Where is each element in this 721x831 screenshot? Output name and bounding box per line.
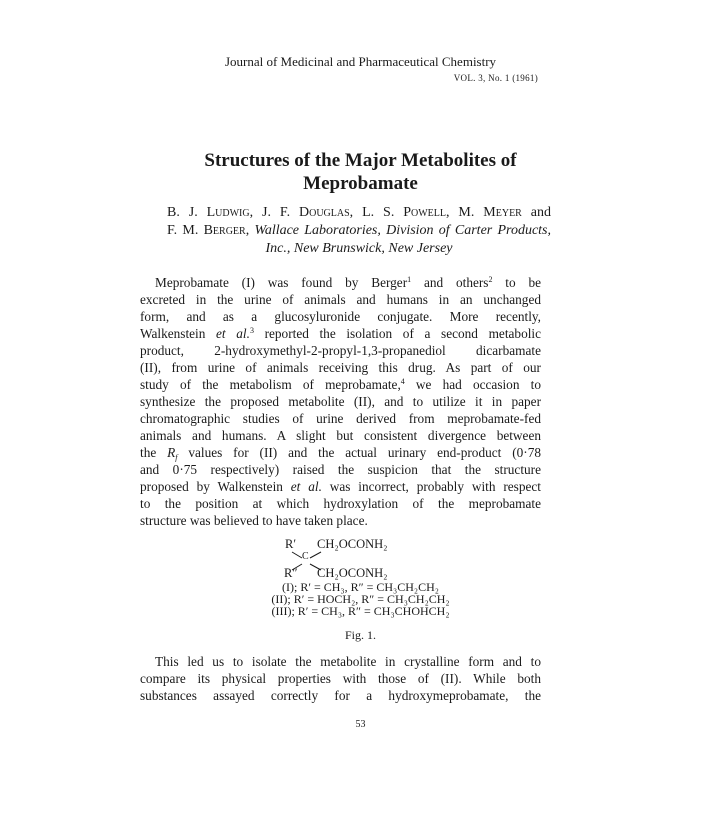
paragraph-line: to the position at which hydroxylation of the meprobamate [140, 496, 541, 511]
paragraph-line: substances assayed correctly for a hydroxymeprobamate, the [140, 688, 541, 703]
authors-line-3: Inc., New Brunswick, New Jersey [265, 241, 453, 256]
meprobamate-structure [276, 537, 456, 582]
paragraph-line: Walkenstein et al.$^3$ reported the isolation of a second metabolic [140, 326, 542, 341]
volume-info: VOL. 3, No. 1 (1961) [453, 73, 538, 83]
formula-compound-ii: (II); R′ = HOCH₂, R″ = CH₃CH₂CH₂ [271, 592, 450, 606]
formula-compound-i: (I); R′ = CH₃, R″ = CH₃CH₂CH₂ [282, 580, 439, 594]
page-number: 53 [355, 719, 366, 730]
paragraph-line: study of the metabolism of meprobamate,$^4$ we had occasion to [140, 377, 541, 392]
paragraph-line: synthesize the proposed metabolite (II), and to utilize it in paper [140, 394, 541, 409]
figure-caption: Fig. 1. [344, 628, 376, 642]
paragraph-line: and 0·75 respectively) raised the suspicion that the structure [140, 462, 541, 477]
substituent-r-double-prime: R″ [284, 566, 298, 580]
formula-compound-iii: (III); R′ = CH₃, R″ = CH₃CHOHCH₂ [271, 604, 450, 618]
paragraph-line: excreted in the urine of animals and humans in an unchanged [140, 292, 541, 307]
authors-line-2: F. M. Berger, Wallace Laboratories, Division of Carter Products, [167, 223, 551, 238]
journal-name: Journal of Medicinal and Pharmaceutical Chemistry [224, 54, 497, 69]
paragraph-line: Meprobamate (I) was found by Berger$^1$ and others$^2$ to be [155, 275, 541, 290]
paragraph-line: This led us to isolate the metabolite in crystalline form and to [155, 654, 541, 669]
compound-definitions [0, 581, 721, 617]
paragraph-line: form, and as a glucosyluronide conjugate. More recently, [140, 309, 541, 324]
title-line-1: Structures of the Major Metabolites of [204, 150, 517, 171]
paragraph-1 [140, 274, 541, 529]
paragraph-line: chromatographic studies of urine derived from meprobamate-fed [140, 411, 541, 426]
paragraph-line: structure was believed to have taken place. [140, 513, 368, 528]
paragraph-line: animals and humans. A slight but consistent divergence between [140, 428, 541, 443]
carbamate-group-bottom: CH₂OCONH₂ [317, 566, 388, 580]
carbamate-group-top: CH₂OCONH₂ [317, 537, 388, 551]
central-carbon: C [302, 551, 309, 562]
paragraph-line: (II), from urine of animals receiving this drug. As part of our [140, 360, 541, 375]
paragraph-line: proposed by Walkenstein et al. was incorrect, probably with respect [140, 479, 541, 494]
paragraph-line: the $R_f$ values for (II) and the actual urinary end-product (0·78 [140, 445, 541, 462]
paragraph-line: product, 2-hydroxymethyl-2-propyl-1,3-propanediol dicarbamate [140, 343, 541, 358]
substituent-r-prime: R′ [285, 537, 297, 551]
article-title [0, 149, 721, 195]
paragraph-2 [140, 653, 541, 704]
author-block [167, 204, 551, 258]
authors-line-1: B. J. Ludwig, J. F. Douglas, L. S. Powell, M. Meyer and [167, 205, 551, 220]
title-line-2: Meprobamate [303, 173, 418, 194]
paragraph-line: compare its physical properties with those of (II). While both [140, 671, 541, 686]
